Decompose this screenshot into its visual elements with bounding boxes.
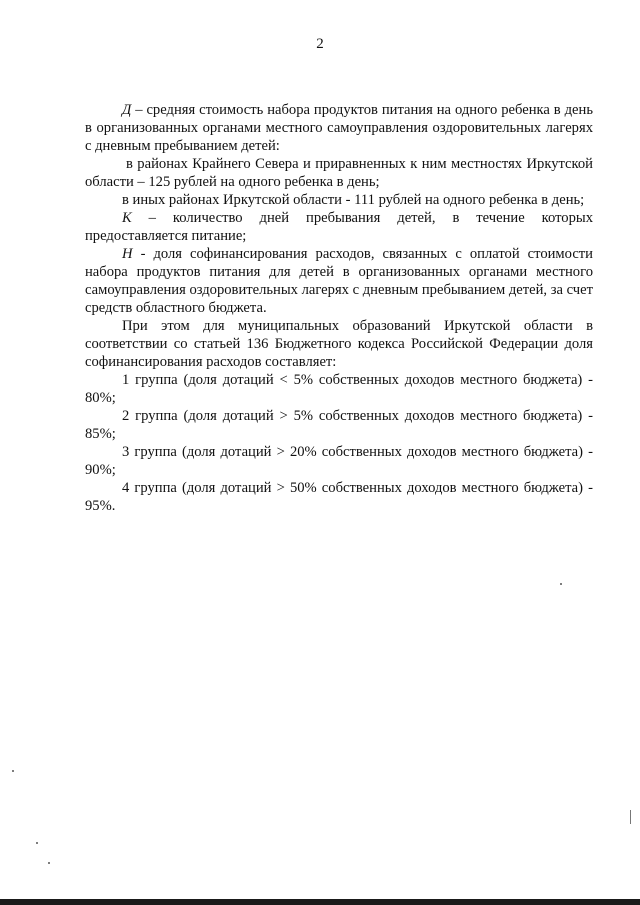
scan-speck	[48, 862, 50, 864]
page-number: 2	[316, 36, 324, 52]
scan-edge	[0, 899, 640, 905]
paragraph-cofinancing-intro	[85, 317, 593, 371]
paragraph-other-districts-rate	[85, 191, 593, 209]
paragraph-far-north-rate	[85, 155, 593, 191]
paragraph-text: При этом для муниципальных образований Иркутской области в соответствии со статьей 136 Бюджетного кодекса Российской Федерации доля софинансирования расходов составляет:	[85, 318, 593, 370]
paragraph-text: 3 группа (доля дотаций > 20% собственных доходов местного бюджета) - 90%;	[85, 444, 593, 478]
scan-speck	[36, 842, 38, 844]
paragraph-text: - доля софинансирования расходов, связанных с оплатой стоимости набора продуктов питания для детей в организованных органами местного самоуправления оздоровительных лагерях с дневным пребыванием детей, за счет средств областного бюджета.	[85, 246, 593, 316]
scan-speck	[630, 810, 631, 824]
paragraph-n-definition	[85, 245, 593, 317]
paragraph-group-1	[85, 371, 593, 407]
paragraph-text: в иных районах Иркутской области - 111 рублей на одного ребенка в день;	[122, 192, 585, 208]
paragraph-group-2	[85, 407, 593, 443]
paragraph-text: 4 группа (доля дотаций > 50% собственных доходов местного бюджета) - 95%.	[85, 480, 593, 514]
paragraph-text: в районах Крайнего Севера и приравненных к ним местностях Иркутской области – 125 рублей на одного ребенка в день;	[85, 156, 593, 190]
paragraph-text: – количество дней пребывания детей, в течение которых предоставляется питание;	[85, 210, 593, 244]
scan-speck	[12, 770, 14, 772]
paragraph-k-definition	[85, 209, 593, 245]
paragraph-text: 2 группа (доля дотаций > 5% собственных доходов местного бюджета) - 85%;	[85, 408, 593, 442]
variable-d: Д	[122, 102, 132, 118]
paragraph-text: 1 группа (доля дотаций < 5% собственных доходов местного бюджета) - 80%;	[85, 372, 593, 406]
variable-n: Н	[122, 246, 133, 262]
paragraph-group-4	[85, 479, 593, 515]
variable-k: К	[122, 210, 132, 226]
paragraph-d-definition	[85, 101, 593, 155]
scan-speck	[560, 583, 562, 585]
paragraph-group-3	[85, 443, 593, 479]
paragraph-text: – средняя стоимость набора продуктов питания на одного ребенка в день в организованных органами местного самоуправления оздоровительных лагерях с дневным пребыванием детей:	[85, 102, 593, 154]
document-body	[85, 101, 593, 515]
